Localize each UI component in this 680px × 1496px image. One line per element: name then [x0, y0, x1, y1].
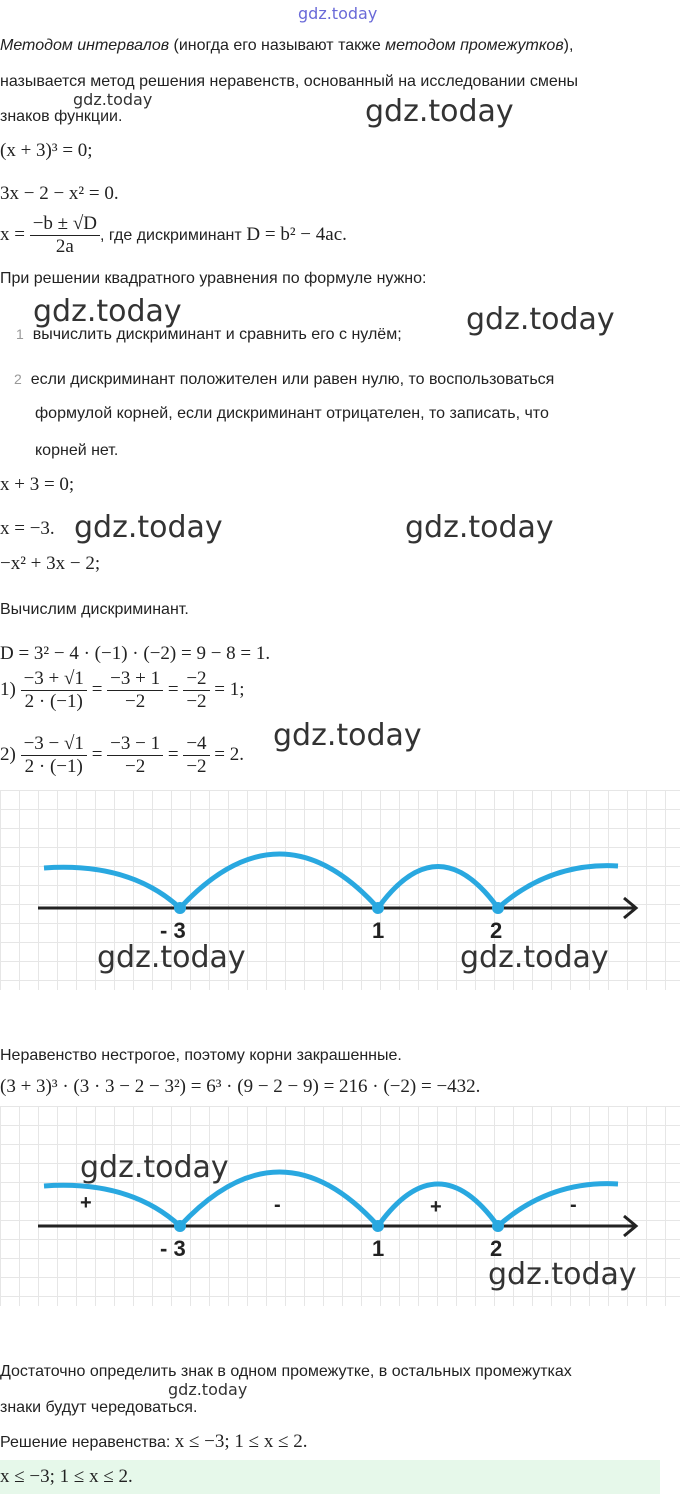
watermark: gdz.today	[466, 302, 615, 337]
tick-label: - 3	[160, 1236, 186, 1261]
note-line-2: знаки будут чередоваться.	[0, 1399, 198, 1416]
sign-label: +	[430, 1196, 442, 1218]
equation-3: x + 3 = 0;	[0, 474, 75, 495]
watermark: gdz.today	[365, 94, 514, 129]
root-point	[492, 902, 504, 914]
sign-arc	[378, 867, 498, 909]
step-2-line-3: корней нет.	[35, 442, 119, 459]
sign-arc	[44, 867, 180, 908]
sign-label: +	[80, 1192, 92, 1214]
root-point	[492, 1220, 504, 1232]
equation-5: −x² + 3x − 2;	[0, 553, 101, 574]
sign-arc	[180, 854, 378, 908]
nonstrict-note: Неравенство нестрогое, поэтому корни закрашенные.	[0, 1047, 402, 1064]
equation-4: x = −3.	[0, 518, 55, 539]
term-intervals: Методом интервалов	[0, 37, 170, 54]
sign-check: (3 + 3)³ · (3 · 3 − 2 − 3²) = 6³ · (9 − 2 − 9) = 216 · (−2) = −432.	[0, 1076, 481, 1097]
solution-label: Решение неравенства:	[0, 1434, 171, 1451]
watermark: gdz.today	[460, 940, 609, 975]
intro-line-1: Методом интервалов (иногда его называют также методом промежутков),	[0, 37, 574, 54]
equation-1: (x + 3)³ = 0;	[0, 140, 93, 161]
root-1: 1) $\frac{-3 + √1}{2 \cdot (-1)}$ = $\frac{-3 + 1}{-2}$ = $\frac{-2}{-2}$ = 1;	[0, 668, 245, 712]
watermark: gdz.today	[168, 1380, 248, 1399]
step-2: 2 если дискриминант положителен или равен нулю, то воспользоваться	[14, 371, 555, 388]
watermark: gdz.today	[80, 1150, 229, 1185]
discriminant-label: Вычислим дискриминант.	[0, 601, 189, 618]
tick-label: 1	[372, 1236, 385, 1261]
answer-box	[0, 1460, 660, 1494]
tick-label: - 3	[160, 918, 186, 943]
intro-line-2: называется метод решения неравенств, основанный на исследовании смены	[0, 73, 579, 90]
term-gaps: методом промежутков	[385, 37, 564, 54]
watermark: gdz.today	[97, 940, 246, 975]
step-2-line-2: формулой корней, если дискриминант отрицателен, то записать, что	[35, 405, 549, 422]
root-point	[174, 1220, 186, 1232]
root-2: 2) $\frac{-3 - √1}{2 \cdot (-1)}$ = $\frac{-3 - 1}{-2}$ = $\frac{-4}{-2}$ = 2.	[0, 733, 244, 777]
root-point	[174, 902, 186, 914]
quadratic-formula: x = $\frac{-b \pm √D}{2a}$ , где дискриминант D = b² − 4ac.	[0, 213, 347, 257]
steps-intro: При решении квадратного уравнения по формуле нужно:	[0, 270, 427, 287]
tick-label: 1	[372, 918, 385, 943]
watermark: gdz.today	[73, 90, 153, 109]
tick-label: 2	[490, 918, 503, 943]
solution-line	[0, 1432, 308, 1453]
watermark: gdz.today	[405, 510, 554, 545]
sign-arc	[498, 1184, 618, 1226]
discriminant-calc: D = 3² − 4 · (−1) · (−2) = 9 − 8 = 1.	[0, 643, 271, 664]
equation-2: 3x − 2 − x² = 0.	[0, 183, 119, 204]
watermark-top: gdz.today	[298, 4, 378, 23]
number-line-diagram-2	[0, 1106, 680, 1306]
note-line-1: Достаточно определить знак в одном промежутке, в остальных промежутках	[0, 1363, 572, 1380]
root-point	[372, 902, 384, 914]
sign-arc	[498, 866, 618, 908]
sign-arc	[44, 1185, 180, 1226]
solution-value: x ≤ −3; 1 ≤ x ≤ 2.	[174, 1431, 308, 1452]
intro-line-3: знаков функции.	[0, 108, 123, 125]
number-line-diagram-1	[0, 790, 680, 990]
watermark: gdz.today	[74, 510, 223, 545]
watermark: gdz.today	[488, 1257, 637, 1292]
watermark: gdz.today	[33, 294, 182, 329]
sign-label: -	[570, 1194, 577, 1216]
sign-label: -	[274, 1194, 281, 1216]
answer-value: x ≤ −3; 1 ≤ x ≤ 2.	[0, 1466, 133, 1487]
step-1: 1 вычислить дискриминант и сравнить его с нулём;	[16, 326, 402, 343]
tick-label: 2	[490, 1236, 503, 1261]
watermark: gdz.today	[273, 718, 422, 753]
root-point	[372, 1220, 384, 1232]
